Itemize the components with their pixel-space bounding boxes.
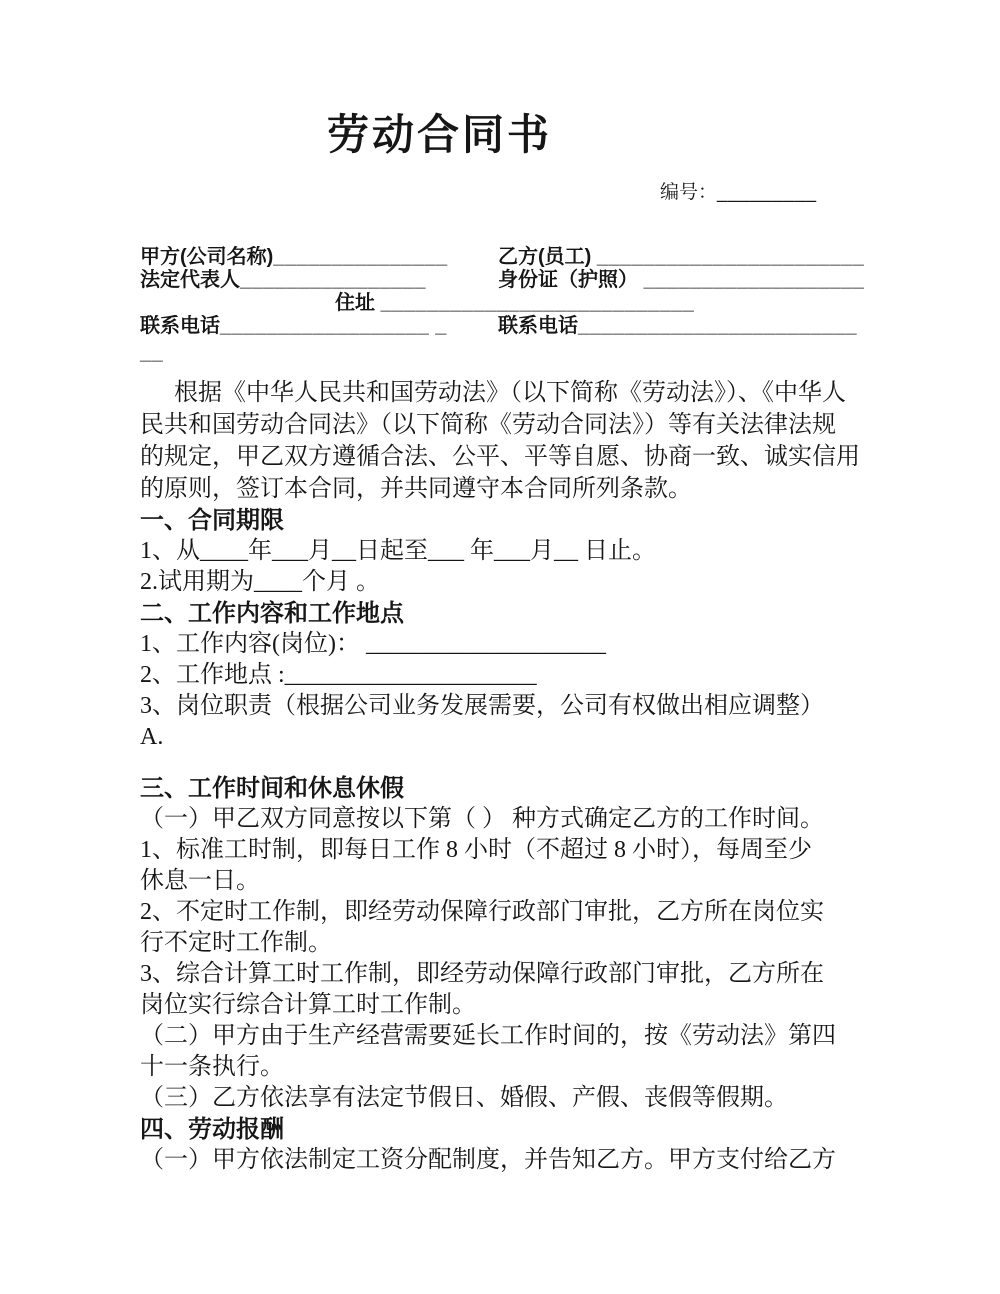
- party-row-names: [140, 246, 1000, 269]
- section-2-line: 1、工作内容(岗位)： ____________________: [140, 631, 606, 657]
- section-4-heading: 四、劳动报酬: [140, 1116, 284, 1143]
- party-row-address: [140, 292, 1000, 315]
- section-3-line: （三）乙方依法享有法定节假日、婚假、产假、丧假等假期。: [140, 1085, 788, 1111]
- number-label: 编号：: [660, 182, 718, 203]
- intro-paragraph: [140, 377, 1000, 505]
- number-blank: _________: [717, 182, 817, 203]
- phone-a-extra-blank: _: [429, 315, 447, 337]
- phone-b-label: 联系电话: [498, 315, 578, 337]
- section-1-contract-term: [140, 505, 1000, 598]
- section-2-line: 3、岗位职责（根据公司业务发展需要，公司有权做出相应调整）: [140, 693, 824, 719]
- section-3-line: 休息一日。: [140, 868, 260, 894]
- section-3-working-hours: [140, 773, 1000, 1114]
- number-row: [660, 182, 1000, 204]
- intro-line: 的原则，签订本合同，并共同遵守本合同所列条款。: [140, 476, 692, 502]
- party-row-overflow: [140, 342, 1000, 365]
- section-1-line: 2.试用期为____个月 。: [140, 569, 380, 595]
- id-passport-label: 身份证（护照）: [498, 269, 644, 291]
- phone-a-label: 联系电话: [140, 315, 220, 337]
- party-a-label: 甲方(公司名称): [140, 246, 274, 268]
- section-3-line: 岗位实行综合计算工时工作制。: [140, 992, 476, 1018]
- party-row-rep-id: [140, 269, 1000, 292]
- section-2-line: A.: [140, 724, 164, 750]
- section-2-heading: 二、工作内容和工作地点: [140, 600, 404, 627]
- party-b-name-blank: _______________________: [596, 246, 865, 268]
- section-3-line: 3、综合计算工时工作制，即经劳动保障行政部门审批，乙方所在: [140, 961, 824, 987]
- overflow-blank: __: [140, 342, 164, 364]
- section-3-line: 1、标准工时制，即每日工作 8 小时（不超过 8 小时），每周至少: [140, 837, 812, 863]
- party-a-name-blank: _______________: [273, 246, 448, 268]
- section-2-work-content: [140, 598, 1000, 753]
- section-4-remuneration: [140, 1114, 1000, 1176]
- intro-line: 民共和国劳动合同法》（以下简称《劳动合同法》）等有关法律法规: [140, 412, 836, 438]
- address-blank: ___________________________: [380, 292, 695, 314]
- section-1-heading: 一、合同期限: [140, 507, 284, 534]
- section-3-line: （一）甲乙双方同意按以下第（ ） 种方式确定乙方的工作时间。: [140, 806, 824, 832]
- section-3-line: 行不定时工作制。: [140, 930, 332, 956]
- phone-b-blank: ________________________: [578, 315, 857, 337]
- legal-rep-blank: ________________: [240, 269, 426, 291]
- legal-rep-label: 法定代表人: [140, 269, 240, 291]
- party-b-label: 乙方(员工): [498, 246, 597, 268]
- id-passport-blank: ___________________: [643, 269, 865, 291]
- section-3-line: （二）甲方由于生产经营需要延长工作时间的，按《劳动法》第四: [140, 1023, 836, 1049]
- intro-line: 根据《中华人民共和国劳动法》（以下简称《劳动法》）、《中华人: [174, 380, 846, 406]
- section-3-heading: 三、工作时间和休息休假: [140, 775, 404, 802]
- address-label: 住址: [335, 292, 381, 314]
- section-3-line: 十一条执行。: [140, 1054, 284, 1080]
- party-row-phones: [140, 315, 1000, 338]
- section-2-line: 2、工作地点 :_____________________: [140, 662, 537, 688]
- party-info-block: [140, 246, 1000, 365]
- intro-line: 的规定，甲乙双方遵循合法、公平、平等自愿、协商一致、诚实信用: [140, 444, 860, 470]
- document-title: 劳动合同书: [327, 111, 553, 158]
- section-4-line: （一）甲方依法制定工资分配制度，并告知乙方。甲方支付给乙方: [140, 1147, 836, 1173]
- section-3-line: 2、不定时工作制，即经劳动保障行政部门审批，乙方所在岗位实: [140, 899, 824, 925]
- section-1-line: 1、从____年___月__日起至___ 年___月__ 日止。: [140, 538, 656, 564]
- phone-a-blank: __________________: [220, 315, 430, 337]
